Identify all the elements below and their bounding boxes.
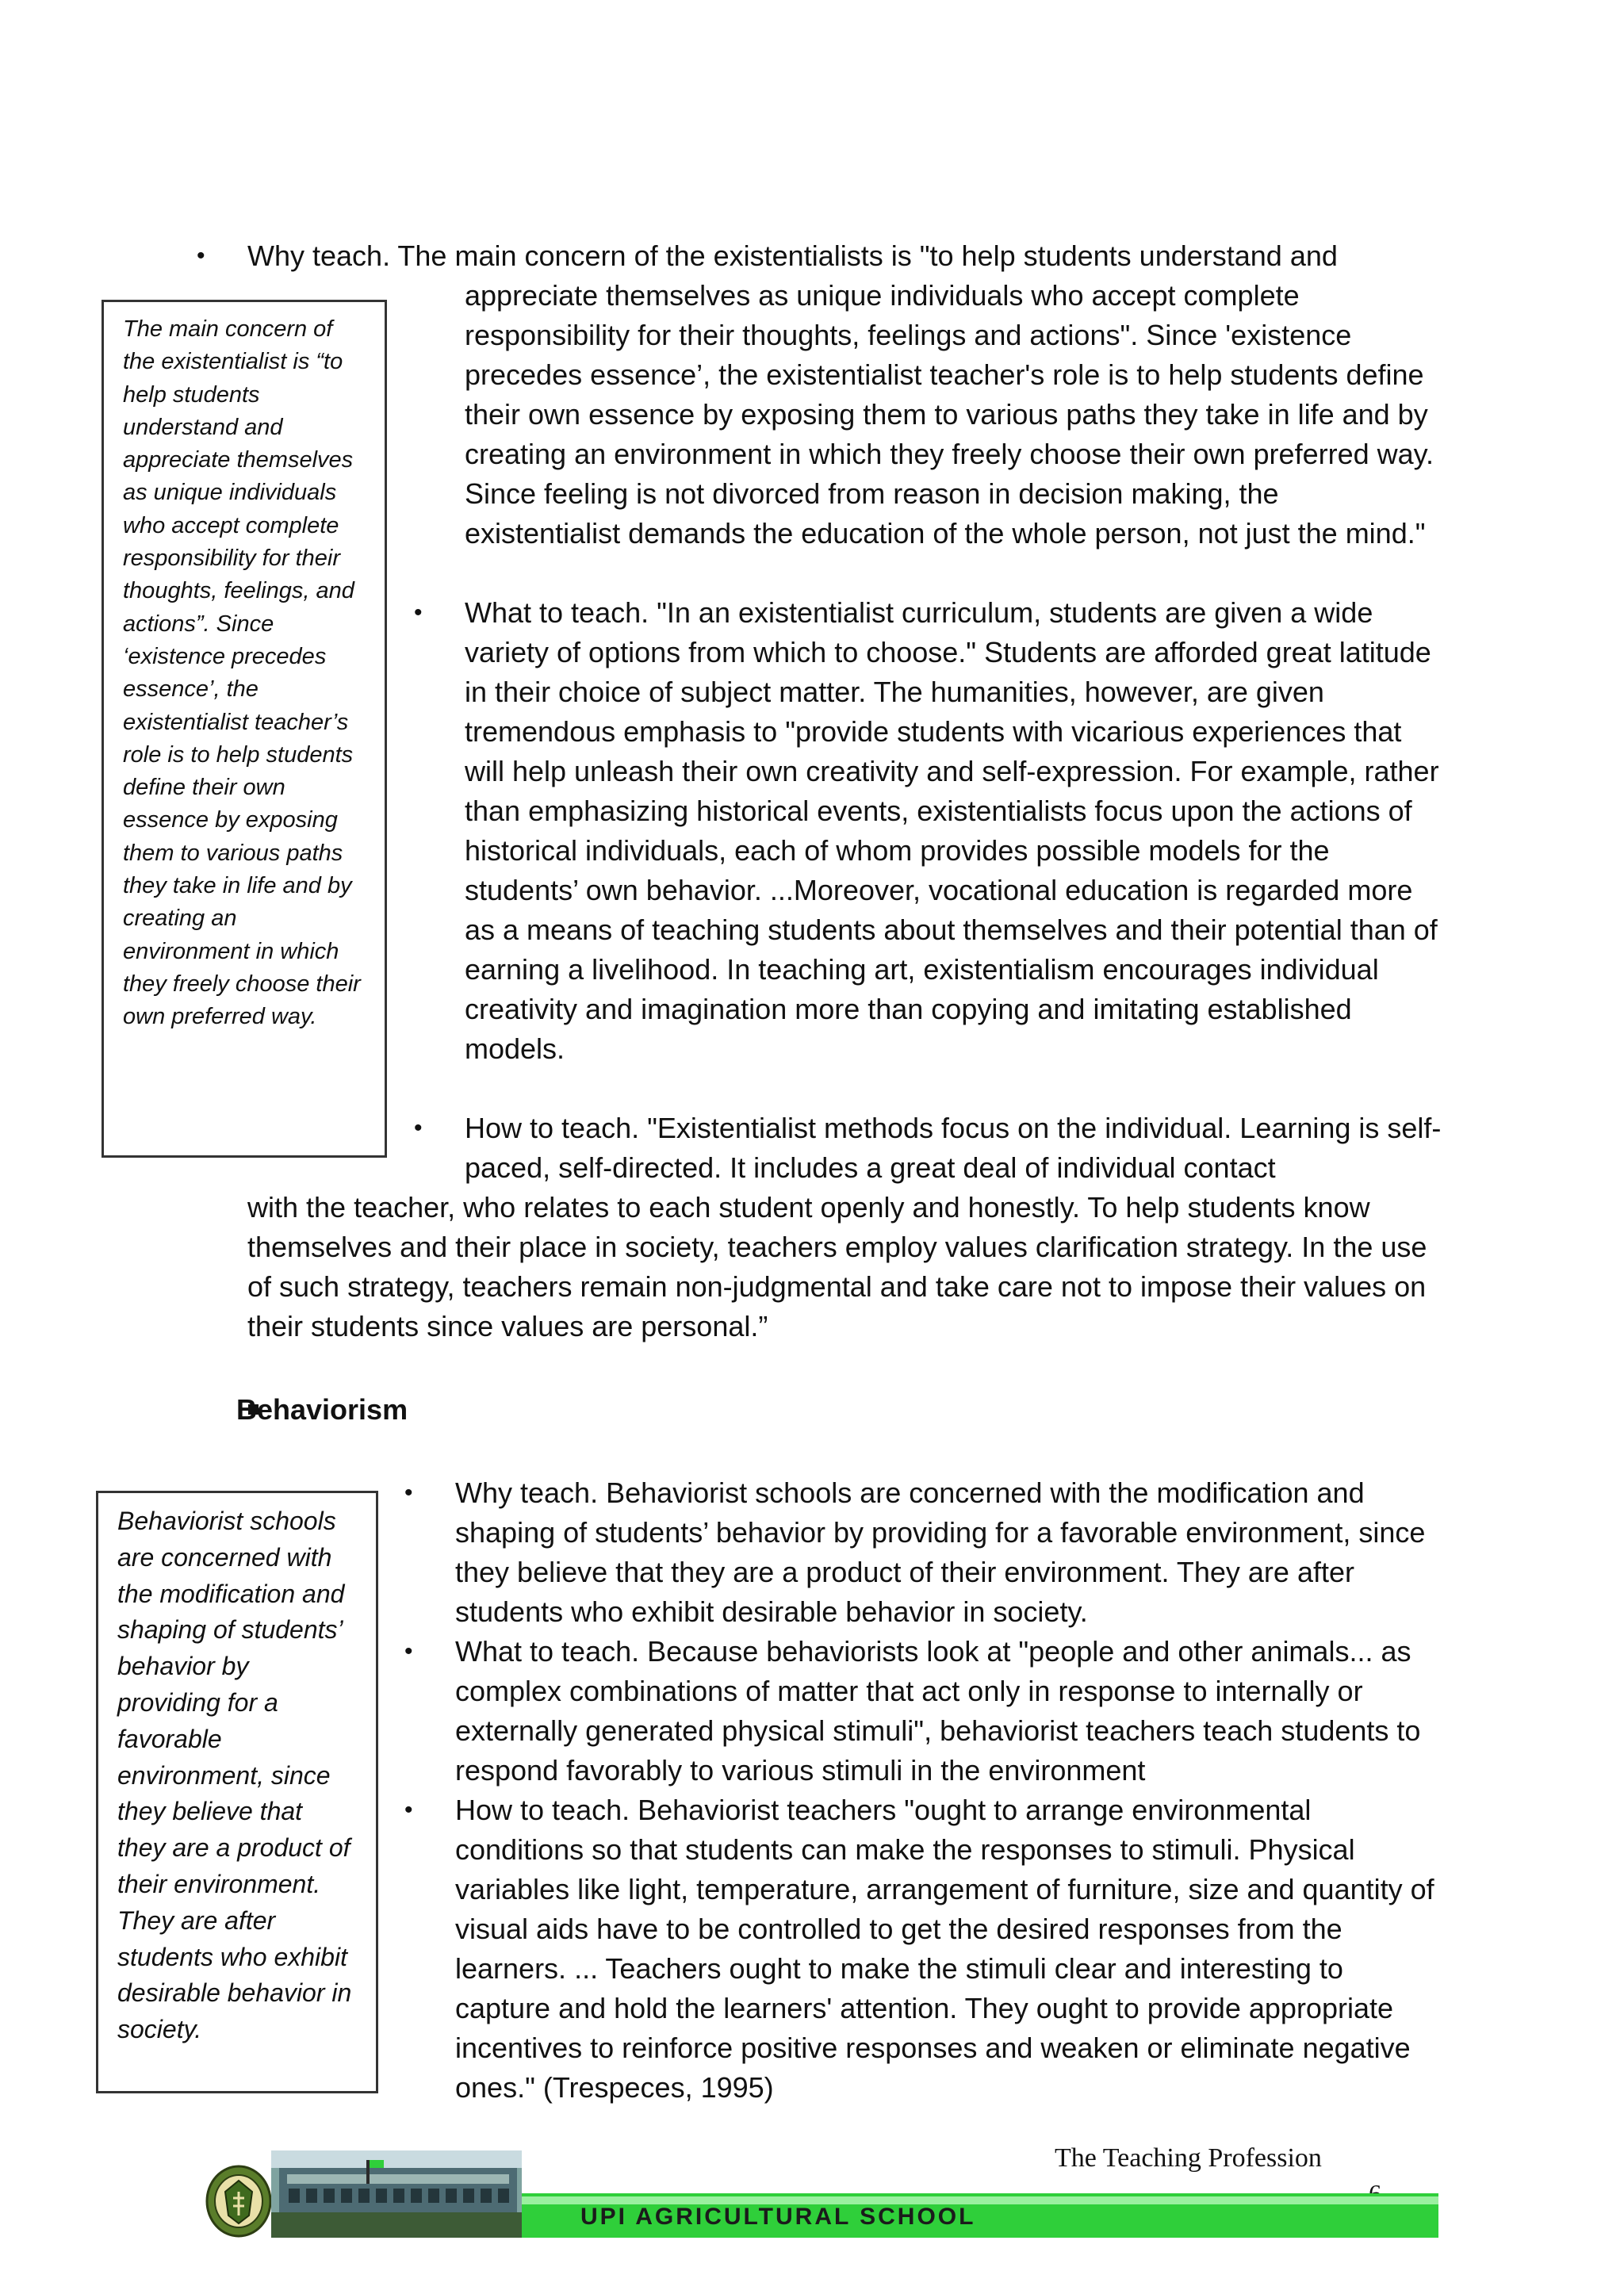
footer-title: The Teaching Profession [1055,2143,1322,2173]
school-banner [205,2150,1438,2238]
behaviorist-summary-box [96,1491,378,2093]
how-to-teach-continuation: with the teacher, who relates to each student openly and honestly. To help students know themselves and their place in society, teachers employ values clarification strategy. In the use of such strategy, teachers remain non-judgmental and take care not to impose their values on their students since values are personal.” [247,1191,1427,1342]
how-to-teach-paragraph: How to teach. "Existentialist methods focus on the individual. Learning is self-paced, self-directed. It includes a great deal of individual contact [465,1112,1442,1184]
behaviorism-why-paragraph: Why teach. Behaviorist schools are concerned with the modification and shaping of students’ behavior by providing for a favorable environment, since they believe that they are a product of their environment. They are after students who exhibit desirable behavior in society. [455,1476,1426,1628]
bullet-marker: • [197,243,205,269]
behaviorism-what-paragraph: What to teach. Because behaviorists look at "people and other animals... as complex combinations of matter that act only in response to internally or externally generated physical stimuli", behaviorist teachers teach students to respond favorably to various stimuli in the environment [455,1635,1421,1787]
why-teach-paragraph: appreciate themselves as unique individuals who accept complete responsibility for their thoughts, feelings and actions". Since 'existence precedes essence’, the existentialist teacher's role is to help students define their own essence by exposing them to various paths they take in life and by creating an environment in which they freely choose their own preferred way. Since feeling is not divorced from reason in decision making, the existentialist demands the education of the whole person, not just the mind." [465,279,1434,550]
school-seal-icon [205,2160,273,2238]
existentialist-summary-box [102,300,387,1158]
behaviorism-how-paragraph: How to teach. Behaviorist teachers "ought to arrange environmental conditions so that students can make the responses to stimuli. Physical variables like light, temperature, arrangement of furniture, size and quantity of visual aids have to be controlled to get the desired responses from the learners. ... Teachers ought to make the stimuli clear and interesting to capture and hold the learners' attention. They ought to provide appropriate incentives to reinforce positive responses and weaken or eliminate negative ones." (Trespeces, 1995) [455,1794,1434,2104]
bullet-marker: • [414,599,423,626]
bullet-marker: • [414,1115,423,1141]
bullet-marker: • [404,1638,413,1664]
why-teach-first-line: Why teach. The main concern of the existentialists is "to help students understand and [247,239,1338,272]
bullet-marker: • [404,1480,413,1506]
school-name: UPI AGRICULTURAL SCHOOL [580,2204,976,2230]
behaviorist-summary-text: Behaviorist schools are concerned with the modification and shaping of students’ behavior by providing for a favorable environment, since they believe that they are a product of their environment. They are after students who exhibit desirable behavior in society. [117,1507,352,2044]
existentialist-summary-text: The main concern of the existentialist is “to help students understand and appreciate themselves as unique individuals who accept complete responsibility for their thoughts, feelings, and actions”. Since ‘existence precedes essence’, the existentialist teacher’s role is to help students define their own essence by exposing them to various paths they take in life and by creating an environment in which they freely choose their own preferred way. [123,316,361,1030]
bullet-marker: • [404,1797,413,1823]
school-building-photo-icon [271,2150,522,2238]
what-to-teach-paragraph: What to teach. "In an existentialist curriculum, students are given a wide variety of options from which to choose." Students are afforded great latitude in their choice of subject matter. The humanities, however, are given tremendous emphasis to "provide students with vicarious experiences that will help unleash their own creativity and self-expression. For example, rather than emphasizing historical events, existentialists focus upon the actions of historical individuals, each of whom provides possible models for the students’ own behavior. ...Moreover, vocational education is regarded more as a means of teaching students about themselves and their potential than of earning a livelihood. In teaching art, existentialism encourages individual creativity and imagination more than copying and imitating established models. [465,596,1439,1065]
section-heading-behaviorism: Behaviorism [236,1393,408,1426]
